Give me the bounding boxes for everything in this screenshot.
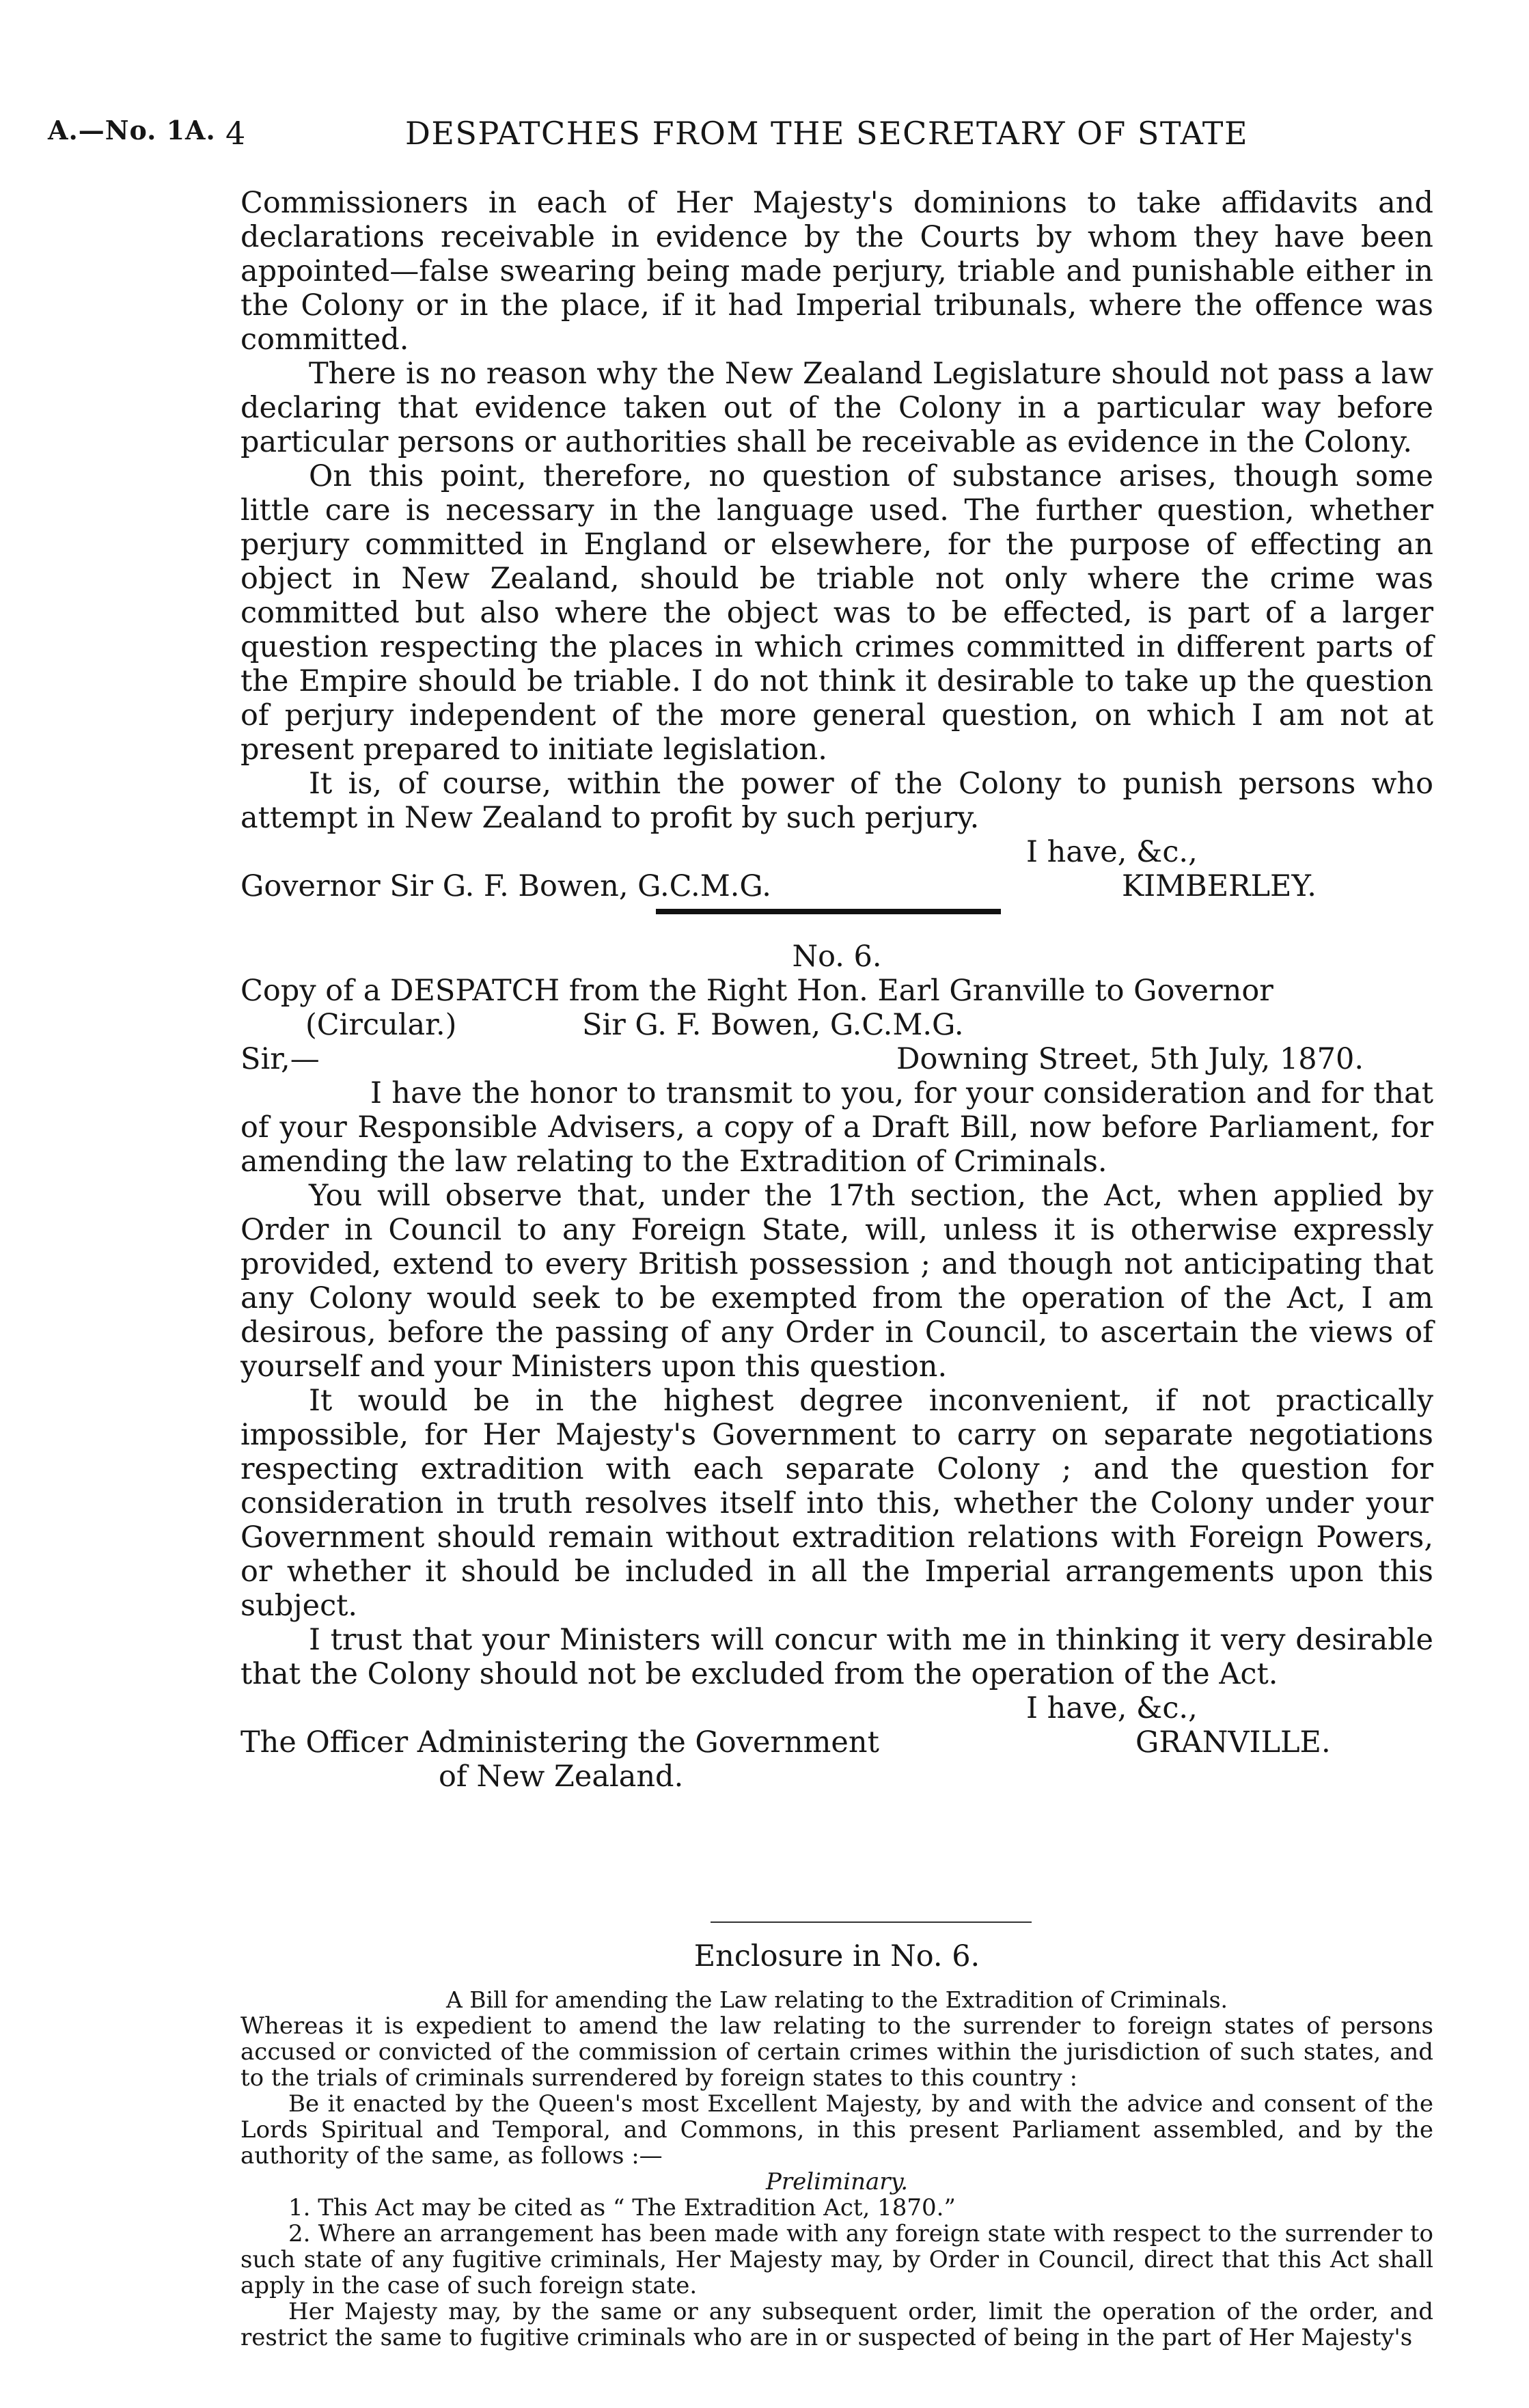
addressee-continued: of New Zealand.	[439, 1760, 684, 1794]
document-reference: A.—No. 1A.	[48, 115, 216, 146]
heading-addressee: Sir G. F. Bowen, G.C.M.G.	[582, 1008, 964, 1042]
running-title: DESPATCHES FROM THE SECRETARY OF STATE	[404, 115, 1249, 152]
paragraph: Commissioners in each of Her Majesty's dominions to take affidavits and declarations receivable in evidence by the Courts by whom they have been appointed—false swearing being made perjury, triable and punishable either in the Colony or in the place, if it had Imperial tribunals, where the offence was committed.	[240, 186, 1433, 357]
despatch-number: No. 6.	[792, 940, 882, 974]
signature-line	[240, 1725, 1433, 1760]
addressee: The Officer Administering the Government	[240, 1725, 879, 1760]
paragraph: Whereas it is expedient to amend the law relating to the surrender to foreign states of persons accused or convicted of the commission of certain crimes within the jurisdiction of such states, and to the trials of criminals surrendered by foreign states to this country :	[240, 2012, 1433, 2092]
bill-title: A Bill for amending the Law relating to the Extradition of Criminals.	[445, 1986, 1228, 2013]
clause: 1. This Act may be cited as “ The Extradition Act, 1870.”	[288, 2194, 956, 2221]
paragraph: On this point, therefore, no question of substance arises, though some little care is necessary in the language used. The further question, whether perjury committed in England or elsewhere, for the purpose of effecting an object in New Zealand, should be triable not only where the crime was committed but also where the object was to be effected, is part of a larger question respecting the places in which crimes committed in different parts of the Empire should be triable. I do not think it desirable to take up the question of perjury independent of the more general question, on which I am not at present prepared to initiate legislation.	[240, 459, 1433, 767]
enclosure-title: Enclosure in No. 6.	[693, 1939, 980, 1973]
section-divider	[656, 909, 1001, 914]
section-divider	[711, 1921, 1032, 1923]
despatch-5-body	[240, 186, 1433, 903]
clause: 2. Where an arrangement has been made with any foreign state with respect to the surrender to such state of any fugitive criminals, Her Majesty may, by Order in Council, direct that this Act shall apply in the case of such foreign state.	[240, 2220, 1433, 2299]
paragraph: There is no reason why the New Zealand Legislature should not pass a law declaring that evidence taken out of the Colony in a particular way before particular persons or authorities shall be receivable as evidence in the Colony.	[240, 357, 1433, 459]
signature-line	[240, 869, 1433, 903]
place-date: Downing Street, 5th July, 1870.	[896, 1042, 1364, 1076]
salutation: Sir,—	[240, 1042, 320, 1076]
addressee-line-2	[240, 1760, 1433, 1794]
closing-line	[240, 835, 1433, 869]
closing-line	[240, 1691, 1433, 1725]
page-number: 4	[225, 115, 246, 152]
paragraph: I trust that your Ministers will concur with me in thinking it very desirable that the Colony should not be excluded from the operation of the Act.	[240, 1623, 1433, 1691]
enclosure-body	[240, 1987, 1433, 2351]
section-heading: Preliminary.	[765, 2168, 909, 2195]
paragraph: You will observe that, under the 17th section, the Act, when applied by Order in Council to any Foreign State, will, unless it is otherwise expressly provided, extend to every British possession ; and though not anticipating that any Colony would seek to be exempted from the operation of the Act, I am desirous, before the passing of any Order in Council, to ascertain the views of yourself and your Ministers upon this question.	[240, 1179, 1433, 1384]
salutation-line	[240, 1042, 1433, 1076]
closing: I have, &c.,	[1026, 835, 1198, 869]
despatch-6-body	[240, 940, 1433, 1794]
paragraph: It is, of course, within the power of the Colony to punish persons who attempt in New Zealand to profit by such perjury.	[240, 767, 1433, 835]
despatch-heading: Copy of a DESPATCH from the Right Hon. Earl Granville to Governor	[240, 974, 1273, 1008]
signature: KIMBERLEY.	[1122, 869, 1317, 903]
circular-label: (Circular.)	[305, 1008, 457, 1042]
heading-line-2	[240, 1008, 1433, 1042]
clause: Her Majesty may, by the same or any subsequent order, limit the operation of the order, and restrict the same to fugitive criminals who are in or suspected of being in the part of Her Majesty's	[240, 2298, 1433, 2351]
paragraph: Be it enacted by the Queen's most Excellent Majesty, by and with the advice and consent of the Lords Spiritual and Temporal, and Commons, in this present Parliament assembled, and by the authority of the same, as follows :—	[240, 2090, 1433, 2170]
paragraph: I have the honor to transmit to you, for your consideration and for that of your Responsible Advisers, a copy of a Draft Bill, now before Parliament, for amending the law relating to the Extradition of Criminals.	[240, 1076, 1433, 1179]
page-header	[48, 115, 1483, 156]
closing: I have, &c.,	[1026, 1691, 1198, 1725]
paragraph: It would be in the highest degree inconvenient, if not practically impossible, for Her Majesty's Government to carry on separate negotiations respecting extradition with each separate Colony ; and the question for consideration in truth resolves itself into this, whether the Colony under your Government should remain without extradition relations with Foreign Powers, or whether it should be included in all the Imperial arrangements upon this subject.	[240, 1384, 1433, 1623]
signature: GRANVILLE.	[1135, 1725, 1331, 1760]
addressee: Governor Sir G. F. Bowen, G.C.M.G.	[240, 869, 771, 903]
